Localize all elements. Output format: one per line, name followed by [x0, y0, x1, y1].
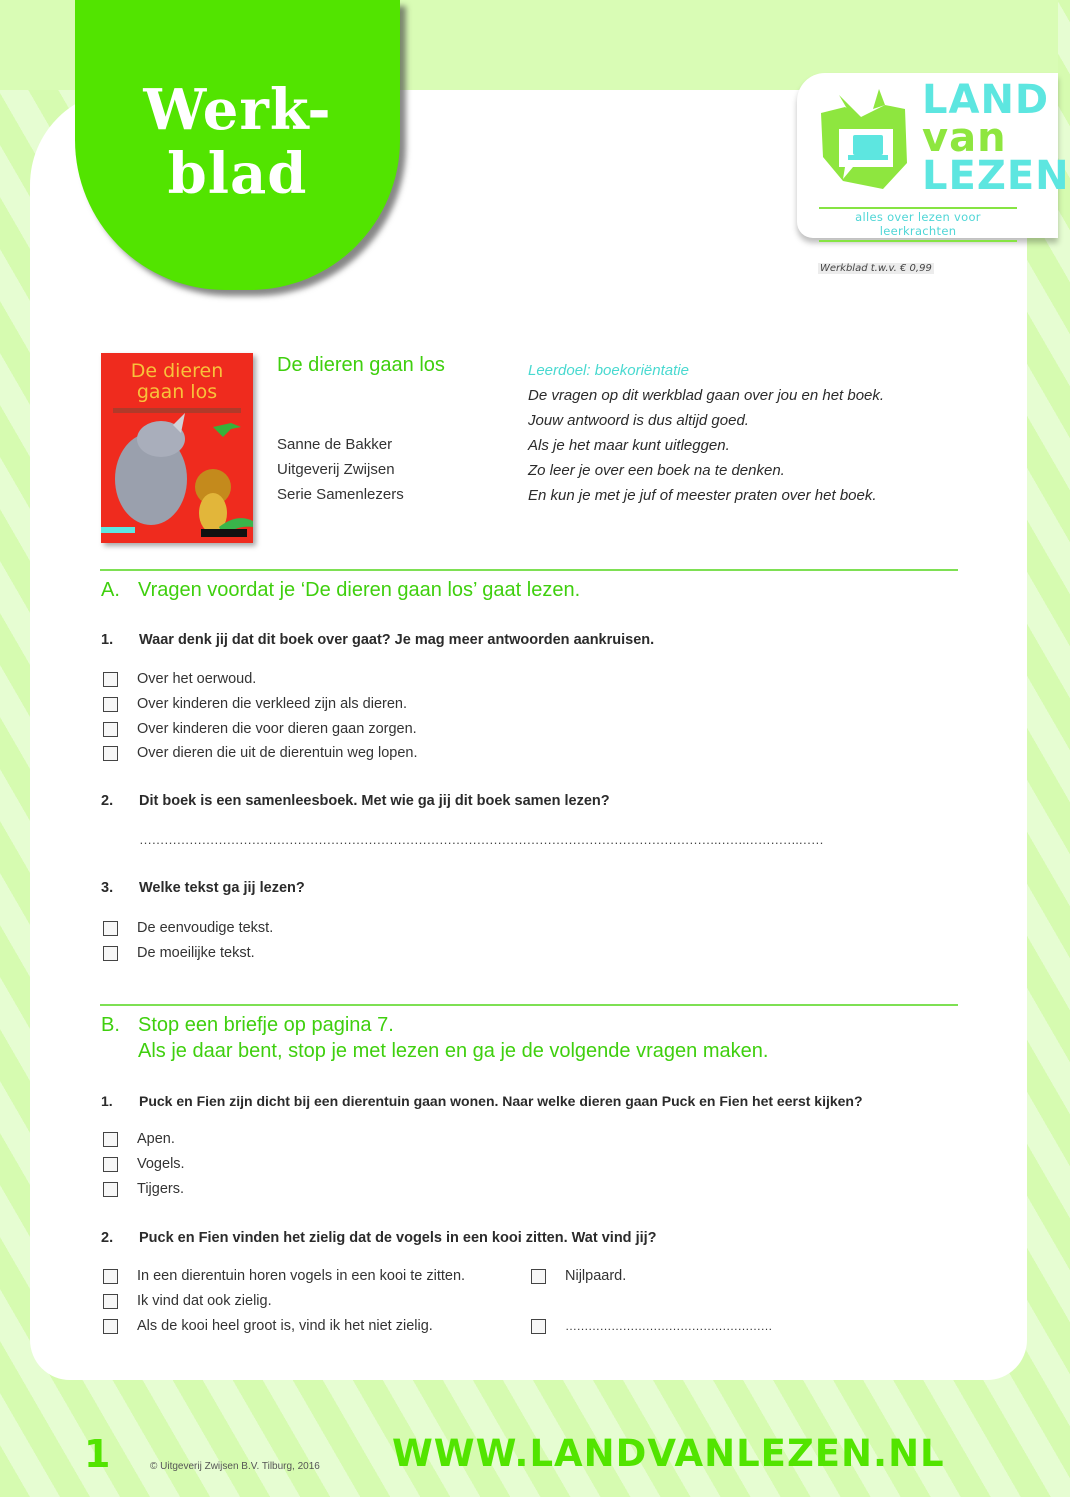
book-author: Sanne de Bakker	[277, 436, 393, 453]
logo-line-van: van	[922, 115, 1007, 161]
question-number: 2.	[101, 793, 114, 809]
option-label: Nijlpaard.	[565, 1268, 627, 1284]
question-text: Waar denk jij dat dit boek over gaat? Je mag meer antwoorden aankruisen.	[139, 632, 655, 648]
checkbox[interactable]	[103, 1132, 118, 1147]
book-meta	[277, 432, 404, 507]
checkbox[interactable]	[103, 722, 118, 737]
checkbox[interactable]	[103, 746, 118, 761]
landvanlezen-logo[interactable]	[797, 73, 1070, 238]
website-link[interactable]: WWW.LANDVANLEZEN.NL	[392, 1432, 945, 1475]
goal-line: Als je het maar kunt uitleggen.	[528, 437, 730, 454]
werkblad-tab	[75, 0, 400, 290]
cover-title-line1: De dieren	[130, 360, 224, 382]
checkbox[interactable]	[103, 697, 118, 712]
tab-title-line2: blad	[167, 141, 308, 207]
checkbox[interactable]	[103, 672, 118, 687]
logo-line-land: LAND	[922, 77, 1050, 123]
checkbox[interactable]	[531, 1269, 546, 1284]
checkbox[interactable]	[103, 1294, 118, 1309]
checkbox[interactable]	[103, 946, 118, 961]
question-number: 3.	[101, 880, 114, 896]
checkbox[interactable]	[103, 1157, 118, 1172]
answer-line[interactable]: ………………………………………………	[565, 1319, 772, 1333]
option-a1-2[interactable]	[103, 694, 407, 714]
option-label: Vogels.	[137, 1156, 185, 1172]
question-text: Welke tekst ga jij lezen?	[139, 880, 305, 896]
option-label: Over dieren die uit de dierentuin weg lopen.	[137, 745, 418, 761]
page-number: 1	[84, 1432, 111, 1476]
option-b1-1[interactable]	[103, 1129, 175, 1149]
option-b2-1[interactable]	[103, 1266, 465, 1286]
section-a-heading	[101, 577, 580, 603]
question-text: Puck en Fien zijn dicht bij een dierentuin gaan wonen. Naar welke dieren gaan Puck en Fien het eerst kijken?	[139, 1093, 863, 1109]
cover-title-line2: gaan los	[136, 381, 218, 403]
option-a3-2[interactable]	[103, 943, 255, 963]
divider	[100, 569, 958, 571]
book-cover	[101, 353, 253, 543]
answer-line[interactable]: ………………………………………………………………………………………………………………………….…….………….……	[139, 832, 824, 847]
option-a1-3[interactable]	[103, 719, 417, 739]
checkbox[interactable]	[103, 1319, 118, 1334]
option-a1-4[interactable]	[103, 743, 418, 763]
option-label: De moeilijke tekst.	[137, 945, 255, 961]
werkblad-title	[75, 78, 400, 206]
option-a3-1[interactable]	[103, 918, 273, 938]
option-label: Als de kooi heel groot is, vind ik het niet zielig.	[137, 1318, 433, 1334]
copyright: © Uitgeverij Zwijsen B.V. Tilburg, 2016	[150, 1461, 320, 1472]
question-a1	[101, 632, 654, 648]
question-a3	[101, 880, 305, 896]
goal-line: En kun je met je juf of meester praten over het boek.	[528, 487, 877, 504]
worksheet-paper-top	[400, 90, 800, 130]
learning-goal	[528, 358, 884, 508]
checkbox[interactable]	[103, 921, 118, 936]
option-b1-3[interactable]	[103, 1179, 184, 1199]
option-b2-2[interactable]	[103, 1291, 272, 1311]
checkbox[interactable]	[103, 1269, 118, 1284]
option-label: In een dierentuin horen vogels in een kooi te zitten.	[137, 1268, 466, 1284]
logo-wordmark	[922, 77, 1070, 199]
goal-line: De vragen op dit werkblad gaan over jou en het boek.	[528, 387, 885, 404]
option-b2-right-1[interactable]	[531, 1266, 626, 1286]
section-b-heading	[101, 1012, 768, 1064]
checkbox[interactable]	[103, 1182, 118, 1197]
question-a2	[101, 793, 610, 809]
option-label: Tijgers.	[137, 1181, 184, 1197]
option-b2-3[interactable]	[103, 1316, 433, 1336]
question-b1	[101, 1093, 863, 1109]
option-label: Over kinderen die voor dieren gaan zorgen.	[137, 721, 417, 737]
option-a1-1[interactable]	[103, 669, 256, 689]
goal-title: Leerdoel: boekoriëntatie	[528, 362, 689, 379]
price-label: Werkblad t.w.v. € 0,99	[820, 263, 932, 274]
option-label: De eenvoudige tekst.	[137, 920, 274, 936]
option-label: Over kinderen die verkleed zijn als dieren.	[137, 696, 407, 712]
question-text: Puck en Fien vinden het zielig dat de vogels in een kooi zitten. Wat vind jij?	[139, 1230, 657, 1246]
cover-illustration	[101, 419, 253, 543]
checkbox[interactable]	[531, 1319, 546, 1334]
divider	[100, 1004, 958, 1006]
book-publisher: Uitgeverij Zwijsen	[277, 461, 395, 478]
section-title-text: Vragen voordat je ‘De dieren gaan los’ gaat lezen.	[138, 579, 581, 601]
question-text: Dit boek is een samenleesboek. Met wie ga jij dit boek samen lezen?	[139, 793, 610, 809]
tab-title-line1: Werk-	[143, 77, 332, 143]
section-title-line2: Als je daar bent, stop je met lezen en ga je de volgende vragen maken.	[138, 1040, 769, 1062]
goal-line: Zo leer je over een boek na te denken.	[528, 462, 785, 479]
option-label: Ik vind dat ook zielig.	[137, 1293, 272, 1309]
logo-tagline: alles over lezen voor leerkrachten	[819, 207, 1017, 242]
book-chat-icon	[813, 85, 913, 195]
book-title: De dieren gaan los	[277, 354, 445, 376]
question-b2	[101, 1230, 657, 1246]
section-title-line1: Stop een briefje op pagina 7.	[138, 1014, 394, 1036]
section-letter: B.	[101, 1014, 120, 1036]
cover-author-strip	[113, 408, 241, 413]
question-number: 2.	[101, 1230, 114, 1246]
option-b1-2[interactable]	[103, 1154, 185, 1174]
logo-line-lezen: LEZEN	[922, 153, 1070, 199]
book-series: Serie Samenlezers	[277, 486, 404, 503]
option-b2-right-2[interactable]	[531, 1316, 776, 1336]
cover-title	[101, 361, 253, 403]
option-label: Over het oerwoud.	[137, 671, 257, 687]
question-number: 1.	[101, 1093, 113, 1109]
option-label: Apen.	[137, 1131, 175, 1147]
goal-line: Jouw antwoord is dus altijd goed.	[528, 412, 749, 429]
question-number: 1.	[101, 632, 114, 648]
section-letter: A.	[101, 579, 120, 601]
